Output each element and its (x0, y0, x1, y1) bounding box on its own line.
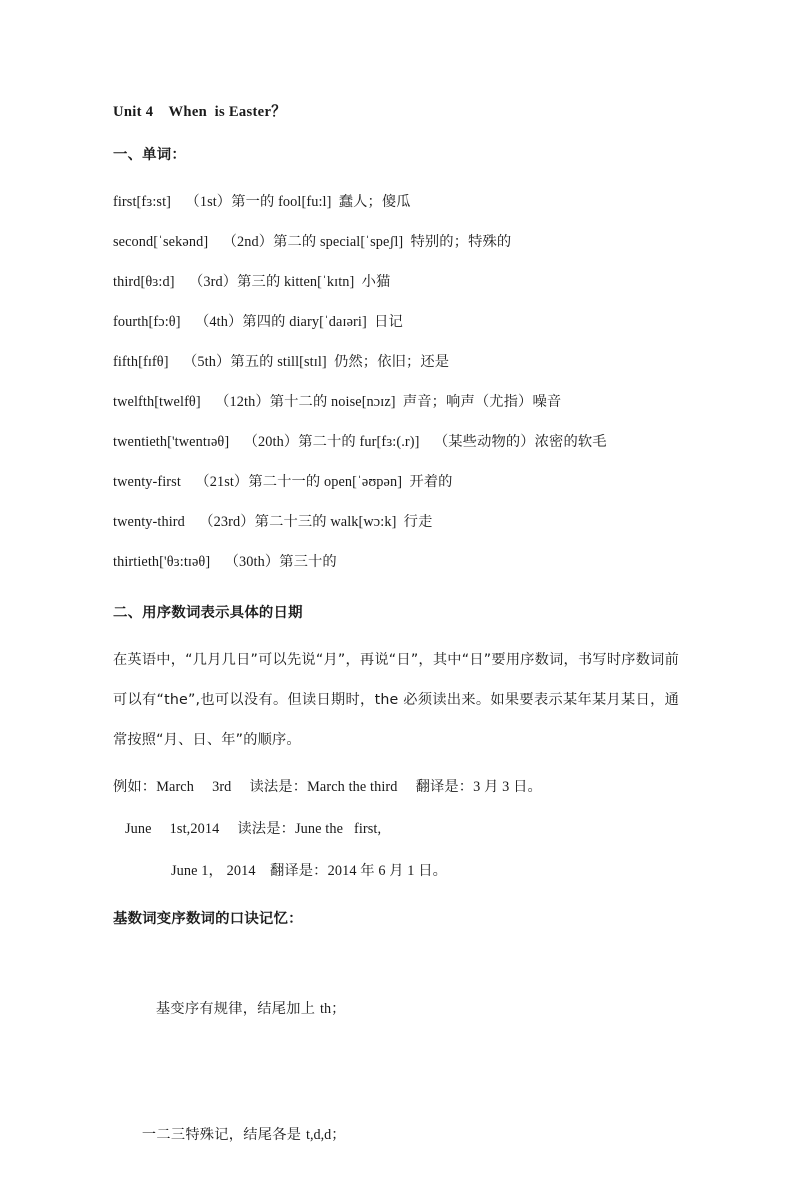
section-two-paragraph: 在英语中，“几月几日”可以先说“月”，再说“日”，其中“日”要用序数词，书写时序数词前可以有“the”,也可以没有。但读日期时，the 必须读出来。如果要表示某年某月某日，通常按照“月、日、年”的顺序。 (113, 652, 679, 748)
vocab-entry: twenty-first （21st）第二十一的 open[ˈəʊpən] 开着的 (113, 474, 453, 490)
rhyme-latin: th (320, 1001, 332, 1017)
rhyme-latin: t,d,d (306, 1127, 332, 1143)
rhyme-cjk-tail: ； (331, 1127, 346, 1143)
vocab-entry: thirtieth['θɜ:tɪəθ] （30th）第三十的 (113, 554, 337, 570)
rhyme-line (113, 1072, 679, 1198)
vocab-entry: second[ˈsekənd] （2nd）第二的 special[ˈspeʃl] 特别的；特殊的 (113, 234, 512, 250)
rhyme-line (113, 946, 679, 1072)
vocab-entry: twentieth['twentɪəθ] （20th）第二十的 fur[fɜ:(.r)] （某些动物的）浓密的软毛 (113, 434, 607, 450)
section-two-heading: 二、用序数词表示具体的日期 (113, 605, 303, 621)
vocab-entry: twelfth[twelfθ] （12th）第十二的 noise[nɔɪz] 声音；响声（尤指）噪音 (113, 394, 562, 410)
rhyme-cjk-tail: ； (331, 1001, 346, 1017)
example-line: June 1st,2014 读法是：June the first, (125, 821, 382, 837)
section-three-heading: 基数词变序数词的口诀记忆： (113, 911, 303, 927)
page-title: Unit 4 When is Easter？ (113, 104, 287, 120)
vocab-entry: fourth[fɔ:θ] （4th）第四的 diary[ˈdaɪəri] 日记 (113, 314, 403, 330)
example-line: 例如：March 3rd 读法是：March the third 翻译是：3 月 3 日。 (113, 779, 542, 795)
spacer (113, 582, 679, 592)
vocab-entry: fifth[fɪfθ] （5th）第五的 still[stɪl] 仍然；依旧；还是 (113, 354, 450, 370)
section-one-heading: 一、单词： (113, 147, 186, 163)
document-content (113, 96, 679, 1198)
rhyme-cjk-lead: 一二三特殊记，结尾各是 (141, 1127, 307, 1143)
vocab-entry: third[θɜ:d] （3rd）第三的 kitten[ˈkɪtn] 小猫 (113, 274, 391, 290)
vocab-entry: twenty-third （23rd）第二十三的 walk[wɔ:k] 行走 (113, 514, 433, 530)
example-line: June 1， 2014 翻译是：2014 年 6 月 1 日。 (171, 863, 448, 879)
rhyme-cjk-lead: 基变序有规律，结尾加上 (155, 1001, 321, 1017)
vocab-entry: first[fɜ:st] （1st）第一的 fool[fu:l] 蠢人；傻瓜 (113, 194, 411, 210)
